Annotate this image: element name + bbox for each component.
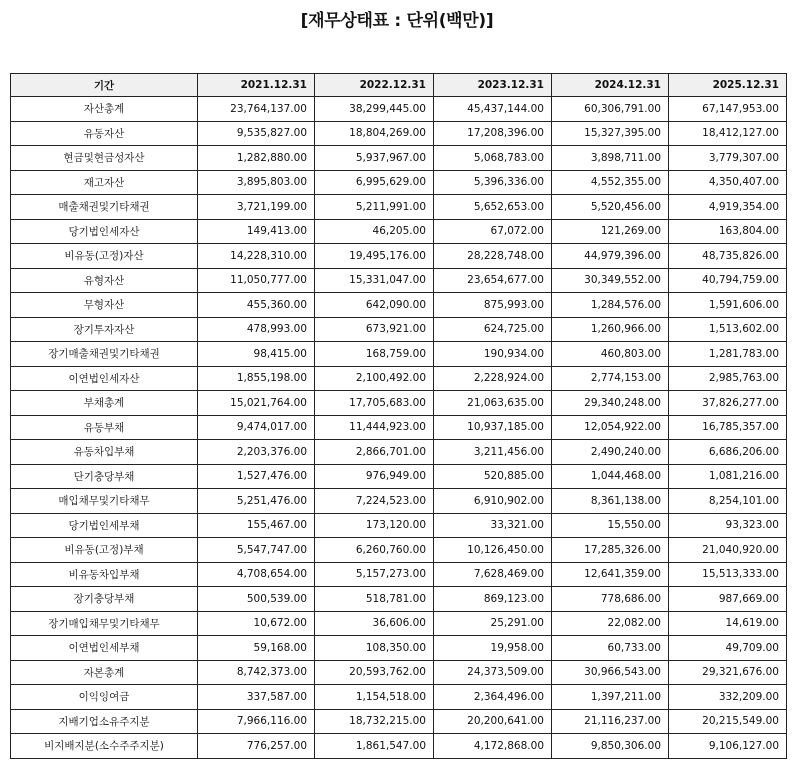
value-cell: 29,321,676.00 — [669, 660, 787, 685]
value-cell: 1,044,468.00 — [552, 464, 669, 489]
row-label: 매입채무및기타채무 — [11, 489, 198, 514]
value-cell: 15,331,047.00 — [315, 268, 434, 293]
value-cell: 23,654,677.00 — [434, 268, 552, 293]
value-cell: 1,081,216.00 — [669, 464, 787, 489]
column-header-year: 2025.12.31 — [669, 74, 787, 97]
value-cell: 478,993.00 — [198, 317, 315, 342]
value-cell: 16,785,357.00 — [669, 415, 787, 440]
value-cell: 173,120.00 — [315, 513, 434, 538]
table-row — [11, 587, 787, 612]
value-cell: 12,641,359.00 — [552, 562, 669, 587]
column-header-period: 기간 — [11, 74, 198, 97]
column-header-year: 2023.12.31 — [434, 74, 552, 97]
value-cell: 460,803.00 — [552, 342, 669, 367]
value-cell: 624,725.00 — [434, 317, 552, 342]
table-row — [11, 219, 787, 244]
value-cell: 520,885.00 — [434, 464, 552, 489]
column-header-year: 2022.12.31 — [315, 74, 434, 97]
value-cell: 1,855,198.00 — [198, 366, 315, 391]
value-cell: 15,550.00 — [552, 513, 669, 538]
value-cell: 17,285,326.00 — [552, 538, 669, 563]
table-row — [11, 391, 787, 416]
value-cell: 5,937,967.00 — [315, 146, 434, 171]
value-cell: 98,415.00 — [198, 342, 315, 367]
page-title: [재무상태표 : 단위(백만)] — [300, 11, 494, 31]
value-cell: 869,123.00 — [434, 587, 552, 612]
value-cell: 17,208,396.00 — [434, 121, 552, 146]
value-cell: 1,861,547.00 — [315, 734, 434, 759]
row-label: 장기매입채무및기타채무 — [11, 611, 198, 636]
value-cell: 30,966,543.00 — [552, 660, 669, 685]
value-cell: 168,759.00 — [315, 342, 434, 367]
value-cell: 3,779,307.00 — [669, 146, 787, 171]
value-cell: 3,895,803.00 — [198, 170, 315, 195]
value-cell: 1,154,518.00 — [315, 685, 434, 710]
value-cell: 976,949.00 — [315, 464, 434, 489]
value-cell: 2,774,153.00 — [552, 366, 669, 391]
table-row — [11, 636, 787, 661]
value-cell: 40,794,759.00 — [669, 268, 787, 293]
value-cell: 4,172,868.00 — [434, 734, 552, 759]
value-cell: 19,495,176.00 — [315, 244, 434, 269]
value-cell: 9,535,827.00 — [198, 121, 315, 146]
value-cell: 18,732,215.00 — [315, 709, 434, 734]
table-row — [11, 342, 787, 367]
value-cell: 5,547,747.00 — [198, 538, 315, 563]
value-cell: 45,437,144.00 — [434, 97, 552, 122]
value-cell: 20,200,641.00 — [434, 709, 552, 734]
row-label: 단기충당부채 — [11, 464, 198, 489]
value-cell: 1,527,476.00 — [198, 464, 315, 489]
row-label: 비유동(고정)부채 — [11, 538, 198, 563]
balance-sheet-table — [10, 73, 787, 759]
table-row — [11, 538, 787, 563]
table-row — [11, 121, 787, 146]
header-row — [11, 74, 787, 97]
value-cell: 19,958.00 — [434, 636, 552, 661]
row-label: 유동부채 — [11, 415, 198, 440]
row-label: 당기법인세부채 — [11, 513, 198, 538]
value-cell: 7,966,116.00 — [198, 709, 315, 734]
row-label: 이연법인세부채 — [11, 636, 198, 661]
value-cell: 776,257.00 — [198, 734, 315, 759]
value-cell: 673,921.00 — [315, 317, 434, 342]
value-cell: 18,412,127.00 — [669, 121, 787, 146]
value-cell: 332,209.00 — [669, 685, 787, 710]
value-cell: 10,672.00 — [198, 611, 315, 636]
table-row — [11, 440, 787, 465]
value-cell: 67,072.00 — [434, 219, 552, 244]
row-label: 유동자산 — [11, 121, 198, 146]
value-cell: 1,260,966.00 — [552, 317, 669, 342]
value-cell: 6,686,206.00 — [669, 440, 787, 465]
row-label: 비유동(고정)자산 — [11, 244, 198, 269]
value-cell: 163,804.00 — [669, 219, 787, 244]
value-cell: 5,251,476.00 — [198, 489, 315, 514]
value-cell: 337,587.00 — [198, 685, 315, 710]
row-label: 유동차입부채 — [11, 440, 198, 465]
value-cell: 1,281,783.00 — [669, 342, 787, 367]
value-cell: 28,228,748.00 — [434, 244, 552, 269]
value-cell: 2,228,924.00 — [434, 366, 552, 391]
value-cell: 8,361,138.00 — [552, 489, 669, 514]
value-cell: 987,669.00 — [669, 587, 787, 612]
value-cell: 2,490,240.00 — [552, 440, 669, 465]
table-row — [11, 170, 787, 195]
row-label: 이연법인세자산 — [11, 366, 198, 391]
value-cell: 1,513,602.00 — [669, 317, 787, 342]
row-label: 이익잉여금 — [11, 685, 198, 710]
value-cell: 1,282,880.00 — [198, 146, 315, 171]
table-row — [11, 293, 787, 318]
row-label: 장기매출채권및기타채권 — [11, 342, 198, 367]
value-cell: 14,228,310.00 — [198, 244, 315, 269]
table-row — [11, 317, 787, 342]
value-cell: 455,360.00 — [198, 293, 315, 318]
value-cell: 7,224,523.00 — [315, 489, 434, 514]
row-label: 현금및현금성자산 — [11, 146, 198, 171]
table-row — [11, 489, 787, 514]
value-cell: 1,591,606.00 — [669, 293, 787, 318]
value-cell: 15,513,333.00 — [669, 562, 787, 587]
value-cell: 2,203,376.00 — [198, 440, 315, 465]
table-row — [11, 195, 787, 220]
row-label: 유형자산 — [11, 268, 198, 293]
table-row — [11, 464, 787, 489]
value-cell: 93,323.00 — [669, 513, 787, 538]
value-cell: 49,709.00 — [669, 636, 787, 661]
value-cell: 121,269.00 — [552, 219, 669, 244]
value-cell: 20,593,762.00 — [315, 660, 434, 685]
value-cell: 25,291.00 — [434, 611, 552, 636]
value-cell: 9,474,017.00 — [198, 415, 315, 440]
value-cell: 23,764,137.00 — [198, 97, 315, 122]
row-label: 당기법인세자산 — [11, 219, 198, 244]
value-cell: 3,898,711.00 — [552, 146, 669, 171]
value-cell: 2,866,701.00 — [315, 440, 434, 465]
table-row — [11, 268, 787, 293]
value-cell: 778,686.00 — [552, 587, 669, 612]
value-cell: 46,205.00 — [315, 219, 434, 244]
value-cell: 29,340,248.00 — [552, 391, 669, 416]
row-label: 지배기업소유주지분 — [11, 709, 198, 734]
value-cell: 5,211,991.00 — [315, 195, 434, 220]
row-label: 장기충당부채 — [11, 587, 198, 612]
value-cell: 875,993.00 — [434, 293, 552, 318]
value-cell: 30,349,552.00 — [552, 268, 669, 293]
value-cell: 3,211,456.00 — [434, 440, 552, 465]
row-label: 장기투자자산 — [11, 317, 198, 342]
value-cell: 2,100,492.00 — [315, 366, 434, 391]
value-cell: 8,742,373.00 — [198, 660, 315, 685]
value-cell: 20,215,549.00 — [669, 709, 787, 734]
value-cell: 500,539.00 — [198, 587, 315, 612]
row-label: 매출채권및기타채권 — [11, 195, 198, 220]
row-label: 비지배지분(소수주주지분) — [11, 734, 198, 759]
value-cell: 5,652,653.00 — [434, 195, 552, 220]
value-cell: 9,106,127.00 — [669, 734, 787, 759]
value-cell: 7,628,469.00 — [434, 562, 552, 587]
row-label: 무형자산 — [11, 293, 198, 318]
value-cell: 642,090.00 — [315, 293, 434, 318]
row-label: 재고자산 — [11, 170, 198, 195]
row-label: 자본총계 — [11, 660, 198, 685]
value-cell: 4,350,407.00 — [669, 170, 787, 195]
value-cell: 5,068,783.00 — [434, 146, 552, 171]
table-row — [11, 513, 787, 538]
value-cell: 5,157,273.00 — [315, 562, 434, 587]
table-row — [11, 97, 787, 122]
value-cell: 4,708,654.00 — [198, 562, 315, 587]
value-cell: 1,397,211.00 — [552, 685, 669, 710]
row-label: 부채총계 — [11, 391, 198, 416]
table-row — [11, 734, 787, 759]
value-cell: 155,467.00 — [198, 513, 315, 538]
value-cell: 37,826,277.00 — [669, 391, 787, 416]
value-cell: 108,350.00 — [315, 636, 434, 661]
value-cell: 6,910,902.00 — [434, 489, 552, 514]
value-cell: 5,520,456.00 — [552, 195, 669, 220]
table-row — [11, 685, 787, 710]
value-cell: 2,364,496.00 — [434, 685, 552, 710]
column-header-year: 2021.12.31 — [198, 74, 315, 97]
value-cell: 59,168.00 — [198, 636, 315, 661]
table-row — [11, 611, 787, 636]
value-cell: 21,116,237.00 — [552, 709, 669, 734]
table-row — [11, 244, 787, 269]
value-cell: 33,321.00 — [434, 513, 552, 538]
row-label: 비유동차입부채 — [11, 562, 198, 587]
value-cell: 149,413.00 — [198, 219, 315, 244]
table-row — [11, 415, 787, 440]
value-cell: 9,850,306.00 — [552, 734, 669, 759]
value-cell: 21,040,920.00 — [669, 538, 787, 563]
value-cell: 36,606.00 — [315, 611, 434, 636]
value-cell: 22,082.00 — [552, 611, 669, 636]
value-cell: 1,284,576.00 — [552, 293, 669, 318]
table-row — [11, 660, 787, 685]
value-cell: 5,396,336.00 — [434, 170, 552, 195]
table-row — [11, 146, 787, 171]
value-cell: 2,985,763.00 — [669, 366, 787, 391]
value-cell: 21,063,635.00 — [434, 391, 552, 416]
value-cell: 17,705,683.00 — [315, 391, 434, 416]
value-cell: 6,995,629.00 — [315, 170, 434, 195]
value-cell: 10,126,450.00 — [434, 538, 552, 563]
value-cell: 3,721,199.00 — [198, 195, 315, 220]
value-cell: 60,733.00 — [552, 636, 669, 661]
value-cell: 518,781.00 — [315, 587, 434, 612]
value-cell: 38,299,445.00 — [315, 97, 434, 122]
value-cell: 67,147,953.00 — [669, 97, 787, 122]
table-row — [11, 562, 787, 587]
table-row — [11, 366, 787, 391]
value-cell: 18,804,269.00 — [315, 121, 434, 146]
value-cell: 12,054,922.00 — [552, 415, 669, 440]
value-cell: 14,619.00 — [669, 611, 787, 636]
value-cell: 4,552,355.00 — [552, 170, 669, 195]
table-row — [11, 709, 787, 734]
value-cell: 24,373,509.00 — [434, 660, 552, 685]
row-label: 자산총계 — [11, 97, 198, 122]
value-cell: 15,327,395.00 — [552, 121, 669, 146]
value-cell: 15,021,764.00 — [198, 391, 315, 416]
value-cell: 190,934.00 — [434, 342, 552, 367]
value-cell: 10,937,185.00 — [434, 415, 552, 440]
value-cell: 11,050,777.00 — [198, 268, 315, 293]
value-cell: 8,254,101.00 — [669, 489, 787, 514]
value-cell: 44,979,396.00 — [552, 244, 669, 269]
value-cell: 6,260,760.00 — [315, 538, 434, 563]
value-cell: 4,919,354.00 — [669, 195, 787, 220]
value-cell: 60,306,791.00 — [552, 97, 669, 122]
column-header-year: 2024.12.31 — [552, 74, 669, 97]
value-cell: 48,735,826.00 — [669, 244, 787, 269]
value-cell: 11,444,923.00 — [315, 415, 434, 440]
